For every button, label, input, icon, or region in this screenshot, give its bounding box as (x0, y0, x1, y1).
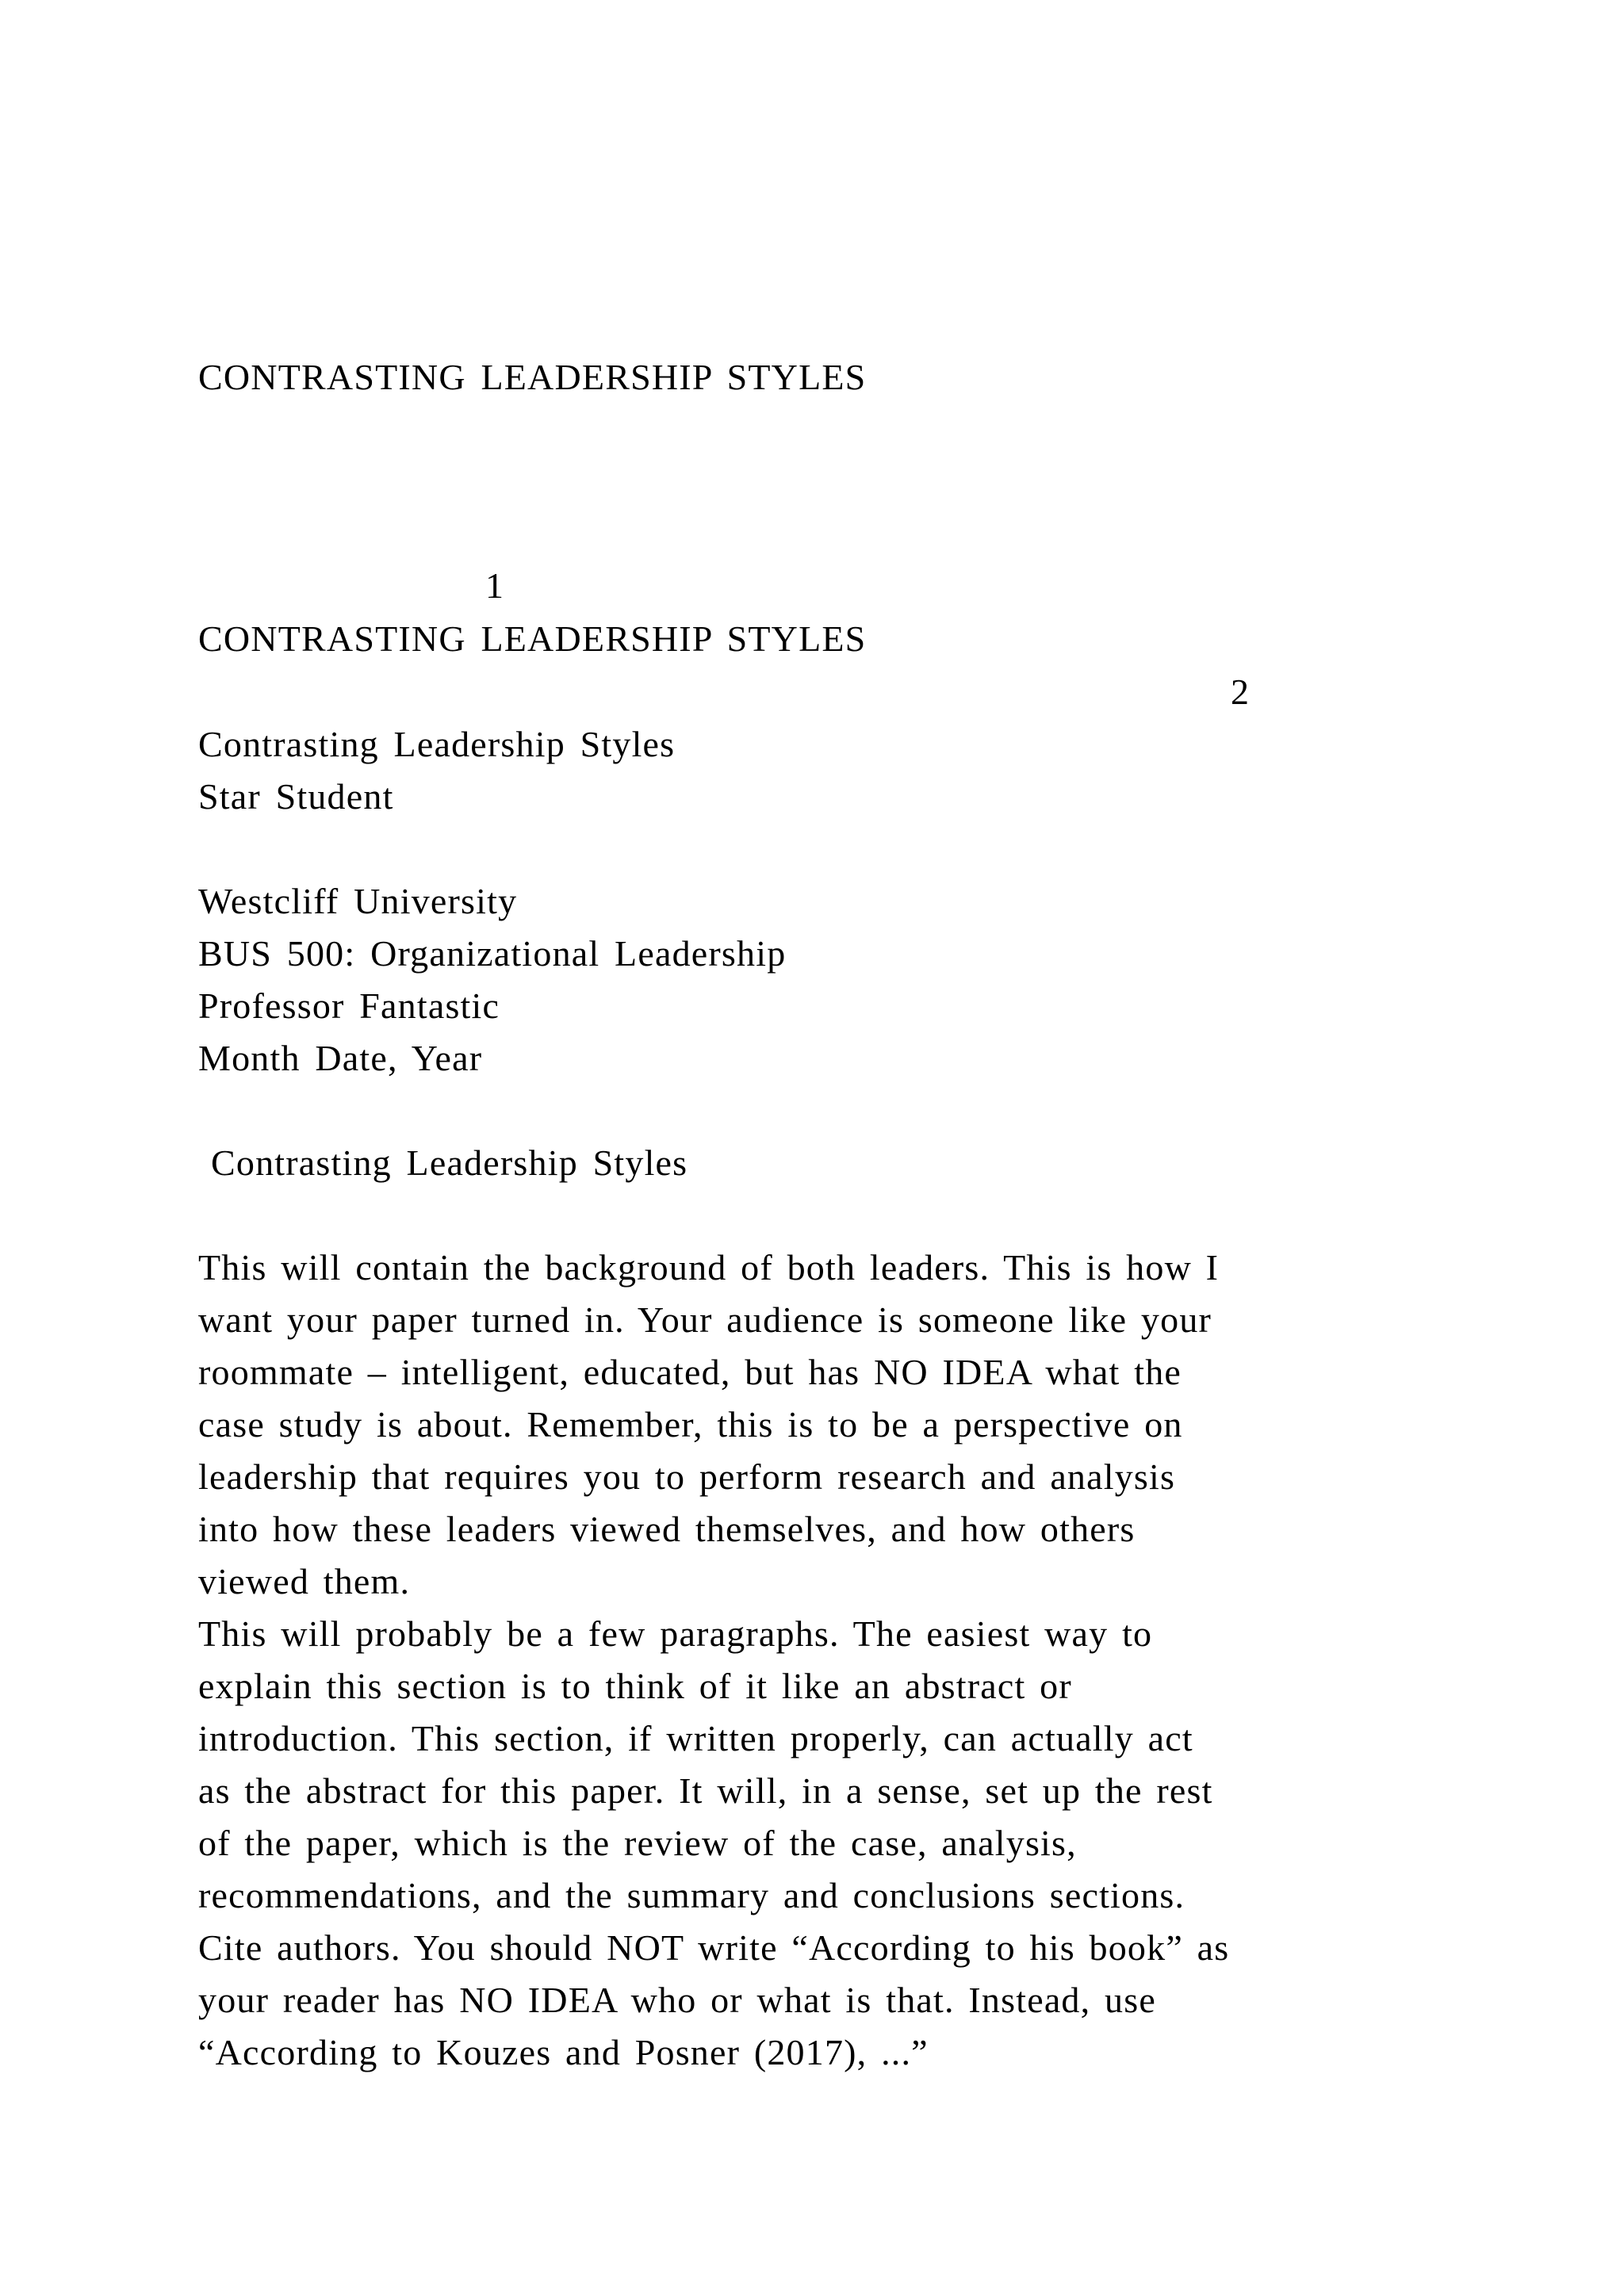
body-line: your reader has NO IDEA who or what is that. Instead, use (198, 1980, 1156, 2020)
body-line: of the paper, which is the review of the case, analysis, (198, 1823, 1077, 1863)
section-heading: Contrasting Leadership Styles (211, 1142, 688, 1183)
body-line: “According to Kouzes and Posner (2017), ...” (198, 2032, 929, 2072)
body-line: want your paper turned in. Your audience is someone like your (198, 1299, 1212, 1340)
running-head-2: CONTRASTING LEADERSHIP STYLES (198, 618, 867, 659)
body-line: explain this section is to think of it like an abstract or (198, 1666, 1072, 1706)
body-line: This will contain the background of both leaders. This is how I (198, 1247, 1220, 1288)
page-number-2: 2 (1231, 672, 1251, 712)
body-line: roommate – intelligent, educated, but has NO IDEA what the (198, 1352, 1182, 1392)
body-line: recommendations, and the summary and conclusions sections. (198, 1875, 1185, 1915)
body-line: introduction. This section, if written properly, can actually act (198, 1718, 1193, 1758)
body-line: leadership that requires you to perform research and analysis (198, 1456, 1176, 1497)
running-head-1: CONTRASTING LEADERSHIP STYLES (198, 357, 867, 397)
course-name: BUS 500: Organizational Leadership (198, 933, 787, 974)
body-line: viewed them. (198, 1561, 411, 1601)
body-line: into how these leaders viewed themselves, and how others (198, 1509, 1136, 1549)
body-line: case study is about. Remember, this is to be a perspective on (198, 1404, 1183, 1445)
institution-name: Westcliff University (198, 881, 518, 921)
author-name: Star Student (198, 776, 394, 817)
page-number-1: 1 (485, 565, 505, 606)
paper-title: Contrasting Leadership Styles (198, 724, 676, 764)
body-line: Cite authors. You should NOT write “According to his book” as (198, 1927, 1230, 1968)
body-line: This will probably be a few paragraphs. The easiest way to (198, 1613, 1153, 1654)
professor-name: Professor Fantastic (198, 985, 500, 1026)
body-line: as the abstract for this paper. It will, in a sense, set up the rest (198, 1770, 1213, 1811)
paper-date: Month Date, Year (198, 1038, 483, 1078)
